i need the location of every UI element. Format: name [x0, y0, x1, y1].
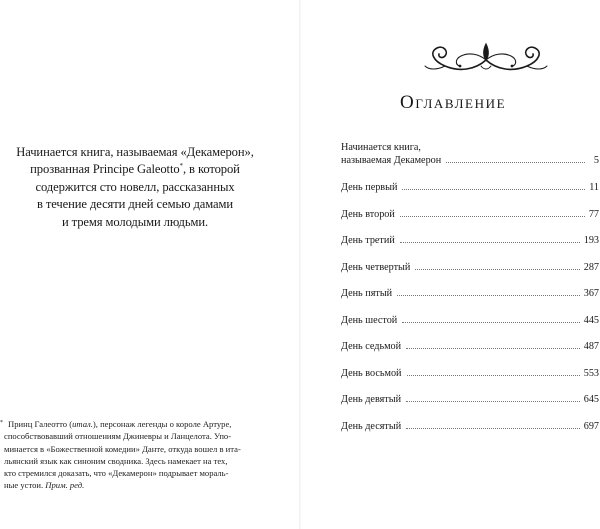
- intro-text: [0, 144, 270, 231]
- toc-row: [341, 367, 599, 380]
- toc-row: [341, 208, 599, 221]
- toc-row: [341, 261, 599, 274]
- toc-page-number: 287: [583, 261, 599, 273]
- toc-entry-label: День девятый: [341, 394, 402, 405]
- toc-dot-leader: [400, 216, 585, 217]
- toc-page-number: 697: [583, 420, 599, 432]
- toc-entry-day-10[interactable]: [341, 420, 599, 433]
- toc-page-number: 11: [589, 182, 599, 193]
- toc-page-number: 445: [583, 314, 599, 326]
- intro-line: Начинается книга, называемая «Декамерон»,: [16, 145, 254, 159]
- toc-entry-day-3[interactable]: [341, 234, 599, 247]
- toc-dot-leader: [406, 428, 580, 429]
- footnote-line: [4, 479, 266, 491]
- toc-dot-leader: [406, 348, 580, 349]
- footnote-line: льянский язык как синоним сводника. Здесь намекает на тех,: [4, 455, 228, 466]
- toc-dot-leader: [402, 322, 579, 323]
- toc-entry-label: День третий: [341, 235, 395, 246]
- toc-row: [341, 314, 599, 327]
- toc-entry-label: День четвертый: [341, 261, 411, 273]
- footnote-text: Принц Галеотто (: [8, 419, 73, 429]
- footnote: [0, 418, 266, 492]
- footnote-line: [4, 418, 266, 430]
- toc-entry-label: День шестой: [341, 314, 398, 326]
- toc-entry-day-2[interactable]: [341, 208, 599, 221]
- intro-line: [0, 161, 270, 178]
- toc-page-number: 553: [583, 367, 599, 379]
- footnote-text: ), персонаж легенды о короле Артуре,: [92, 419, 232, 429]
- toc-entry-pre: Начинается книга,: [341, 142, 421, 153]
- intro-line: содержится сто новелл, рассказанных: [35, 179, 235, 194]
- toc-entry-label: День восьмой: [341, 367, 402, 379]
- toc-page-number: 77: [588, 208, 599, 220]
- toc-entry-day-6[interactable]: [341, 314, 599, 327]
- toc-entry-label: День первый: [341, 182, 398, 193]
- toc-entry-day-4[interactable]: [341, 261, 599, 274]
- toc-entry-label: День седьмой: [341, 341, 402, 352]
- intro-line-part: прозванная Principe Galeotto: [30, 162, 180, 177]
- intro-line: и тремя молодыми людьми.: [61, 214, 209, 229]
- toc-dot-leader: [406, 401, 580, 402]
- toc-dot-leader: [407, 375, 580, 376]
- left-page: [0, 0, 299, 529]
- footnote-line: кто стремился доказать, что «Декамерон» подрывает мораль-: [4, 468, 229, 479]
- toc-page-number: 367: [583, 288, 599, 299]
- toc-title: Оглавление: [400, 92, 507, 113]
- toc-dot-leader: [446, 162, 585, 163]
- toc-row: [341, 154, 599, 167]
- toc-row: [341, 234, 599, 247]
- footnote-italic: итал.: [72, 419, 93, 429]
- toc-dot-leader: [400, 242, 580, 243]
- toc-entry-label: День пятый: [341, 288, 393, 299]
- footnote-line: минается в «Божественной комедии» Данте, откуда вошел в ита-: [4, 443, 241, 454]
- right-page: [301, 0, 600, 529]
- toc-page-number: 645: [583, 394, 599, 405]
- toc-dot-leader: [415, 269, 579, 270]
- footnote-mark: *: [0, 420, 3, 426]
- footnote-italic: Прим. ред.: [45, 480, 85, 491]
- footnote-line: способствовавший отношениям Джиневры и Ланцелота. Упо-: [4, 431, 232, 442]
- footnote-text: ные устои.: [4, 480, 46, 491]
- flourish-ornament-icon: [423, 40, 549, 76]
- toc-entry-day-1[interactable]: [341, 181, 599, 194]
- footnote-reference[interactable]: *: [179, 162, 183, 171]
- toc-entry-day-5[interactable]: [341, 287, 599, 300]
- toc-entry-intro[interactable]: [341, 141, 599, 167]
- toc-row: [341, 181, 599, 194]
- toc-entry-label: День десятый: [341, 420, 402, 432]
- toc-row: [341, 340, 599, 353]
- toc-row: [341, 393, 599, 406]
- intro-line-part: , в которой: [182, 162, 240, 177]
- toc-entry-day-7[interactable]: [341, 340, 599, 353]
- toc-page-number: 193: [583, 235, 599, 246]
- toc-entry-day-8[interactable]: [341, 367, 599, 380]
- toc-dot-leader: [402, 189, 585, 190]
- intro-line: в течение десяти дней семью дамами: [36, 197, 234, 212]
- toc-dot-leader: [397, 295, 580, 296]
- toc-entry-label: День второй: [341, 208, 395, 220]
- toc-row: [341, 420, 599, 433]
- toc-entry-day-9[interactable]: [341, 393, 599, 406]
- toc-page-number: 5: [593, 155, 599, 166]
- toc-entry-label: называемая Декамерон: [341, 155, 442, 166]
- toc-row: [341, 287, 599, 300]
- toc-page-number: 487: [583, 341, 599, 352]
